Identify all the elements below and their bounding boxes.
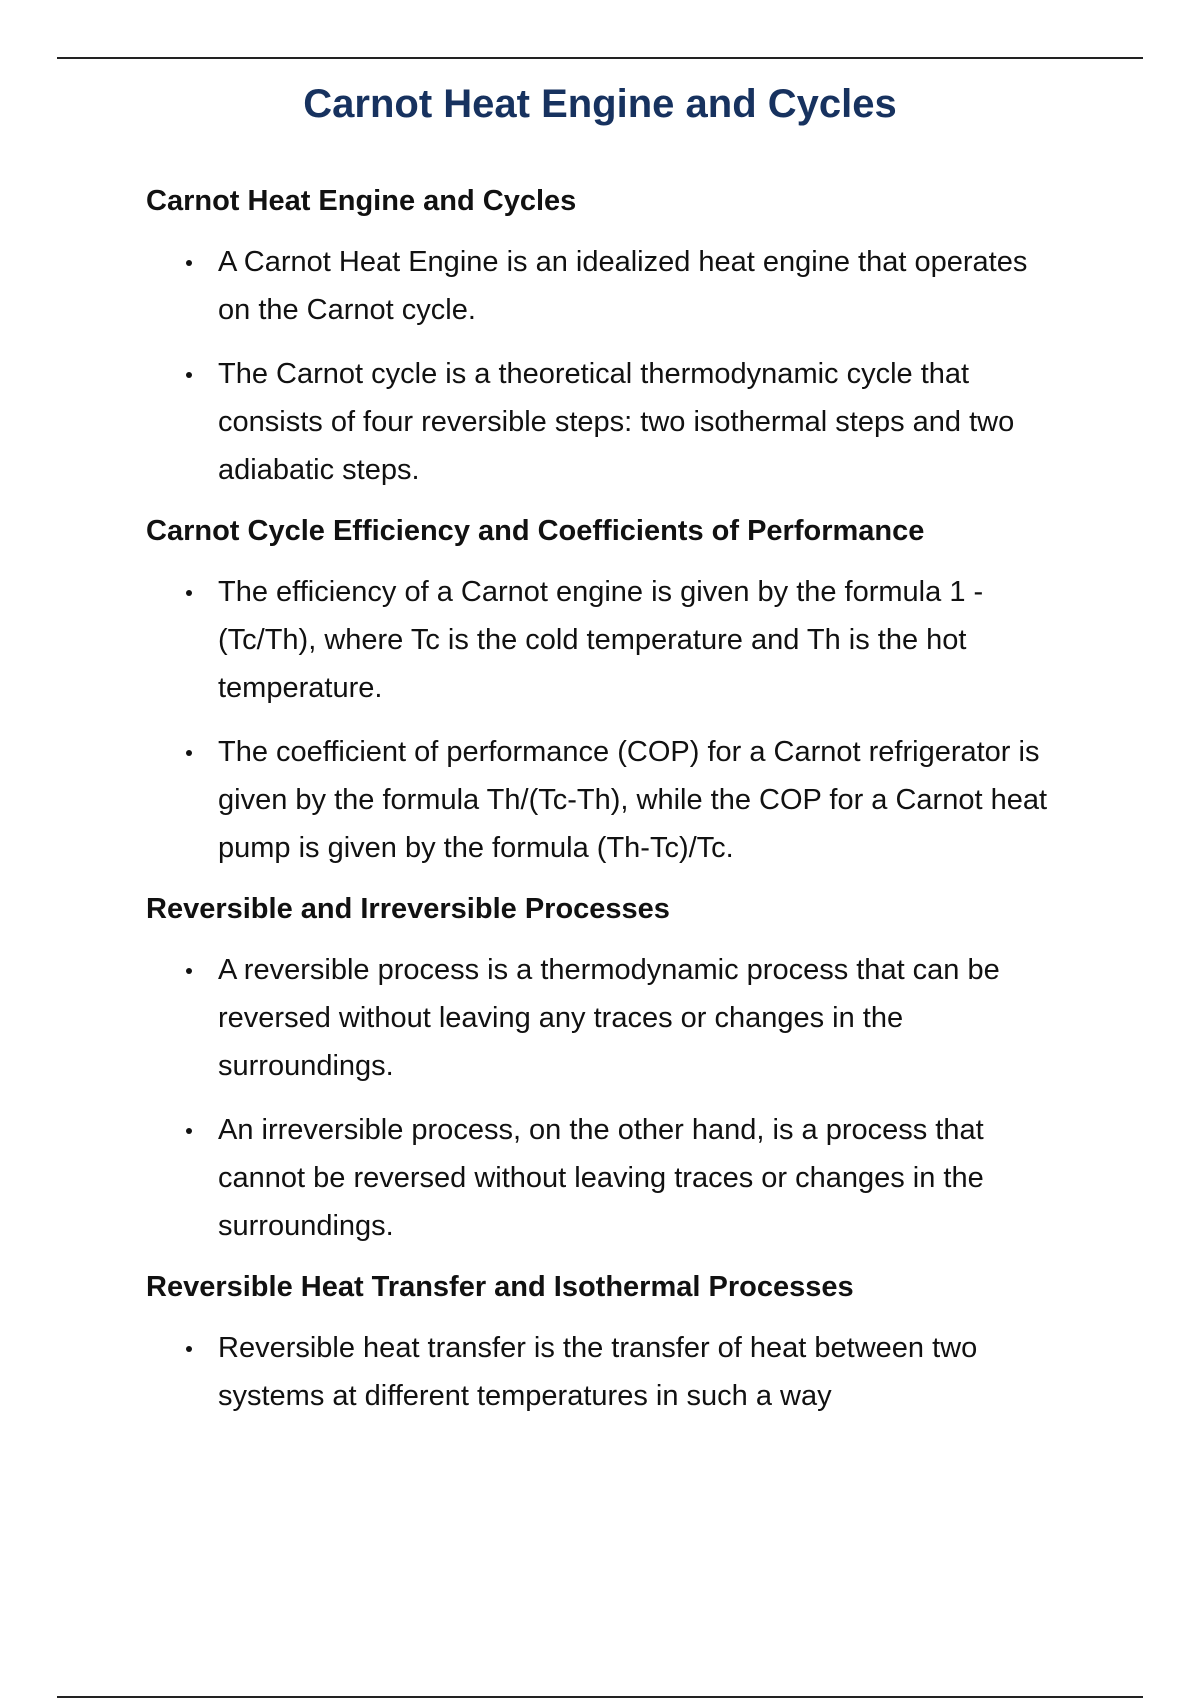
bullet-list-reversible-processes	[146, 946, 1066, 1250]
section-heading-carnot-engine: Carnot Heat Engine and Cycles	[146, 185, 577, 217]
bullet-icon	[186, 260, 192, 266]
bottom-rule	[57, 1696, 1143, 1698]
list-item-text: A reversible process is a thermodynamic process that can be reversed without leaving any traces or changes in the surroundings.	[218, 954, 1000, 1082]
bullet-icon	[186, 968, 192, 974]
list-item	[146, 1106, 1066, 1250]
list-item-text: Reversible heat transfer is the transfer of heat between two systems at different temperatures in such a way	[218, 1332, 978, 1412]
list-item-text: The efficiency of a Carnot engine is given by the formula 1 - (Tc/Th), where Tc is the cold temperature and Th is the hot temperature.	[218, 576, 984, 704]
section-heading-efficiency: Carnot Cycle Efficiency and Coefficients of Performance	[146, 515, 925, 547]
list-item-text: An irreversible process, on the other hand, is a process that cannot be reversed without leaving traces or changes in the surroundings.	[218, 1114, 984, 1242]
bullet-list-heat-transfer	[146, 1324, 1066, 1420]
section-heading-heat-transfer: Reversible Heat Transfer and Isothermal Processes	[146, 1271, 854, 1303]
list-item-text: The coefficient of performance (COP) for a Carnot refrigerator is given by the formula Th/(Tc-Th), while the COP for a Carnot heat pump is given by the formula (Th-Tc)/Tc.	[218, 736, 1048, 864]
document-title: Carnot Heat Engine and Cycles	[303, 82, 897, 126]
bullet-list-efficiency	[146, 568, 1066, 872]
top-rule	[57, 57, 1143, 59]
list-item	[146, 728, 1066, 872]
section-heading-reversible-processes: Reversible and Irreversible Processes	[146, 893, 670, 925]
list-item	[146, 946, 1066, 1090]
list-item	[146, 350, 1066, 494]
bullet-icon	[186, 590, 192, 596]
document-body	[146, 178, 1066, 1434]
list-item	[146, 1324, 1066, 1420]
list-item	[146, 568, 1066, 712]
bullet-icon	[186, 750, 192, 756]
bullet-icon	[186, 1128, 192, 1134]
bullet-icon	[186, 372, 192, 378]
bullet-list-carnot-engine	[146, 238, 1066, 494]
bullet-icon	[186, 1346, 192, 1352]
list-item-text: A Carnot Heat Engine is an idealized heat engine that operates on the Carnot cycle.	[218, 246, 1028, 326]
list-item	[146, 238, 1066, 334]
list-item-text: The Carnot cycle is a theoretical thermodynamic cycle that consists of four reversible steps: two isothermal steps and two adiabatic steps.	[218, 358, 1015, 486]
